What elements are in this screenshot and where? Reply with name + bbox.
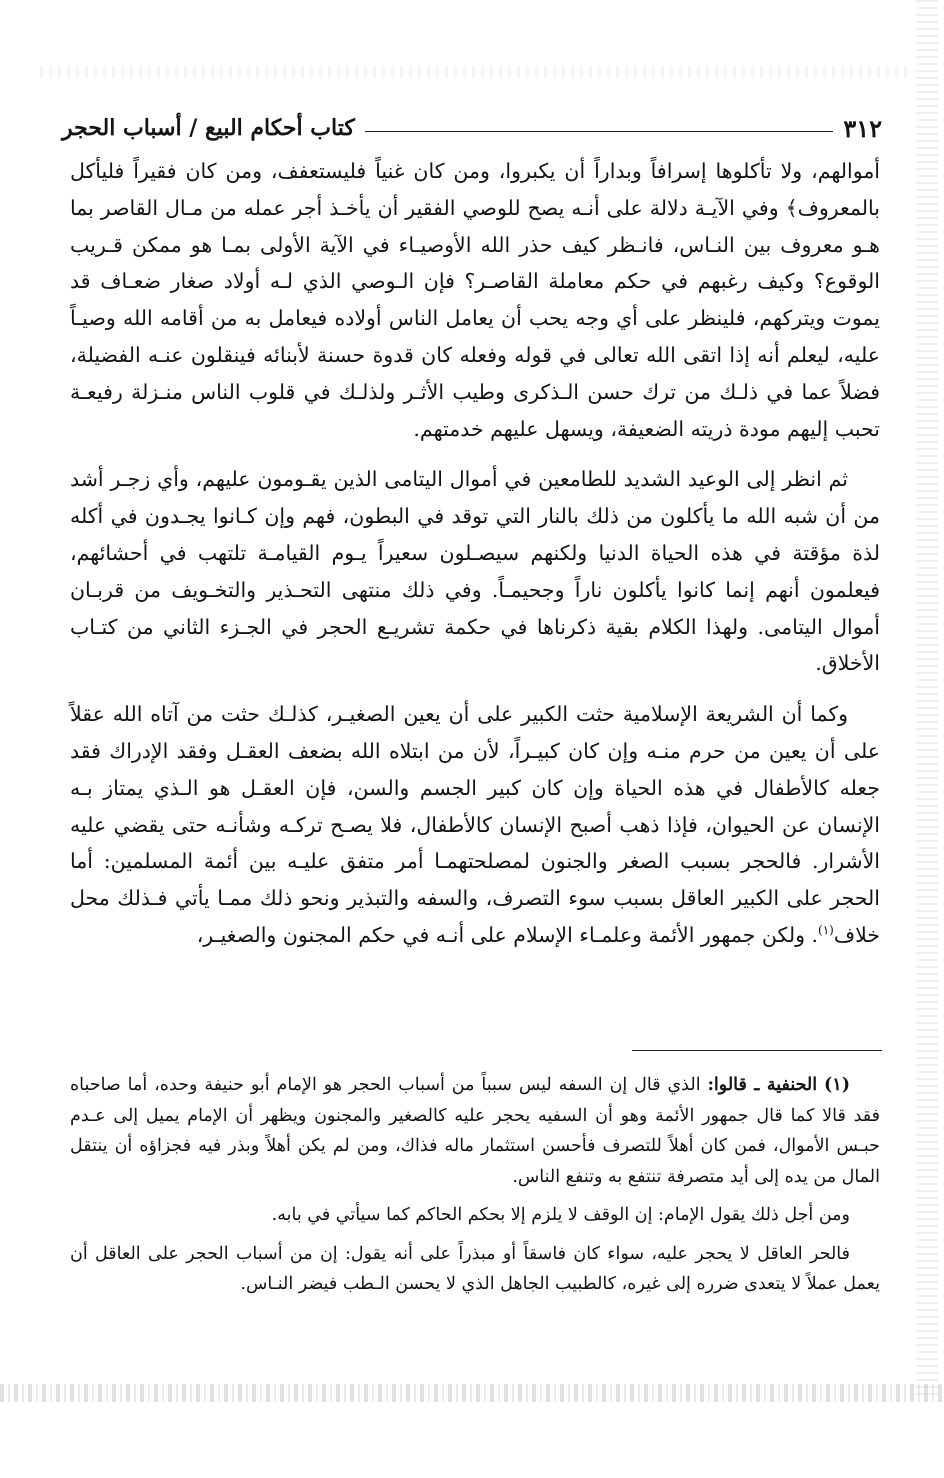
footnote-2: ومن أجل ذلك يقول الإمام: إن الوقف لا يلزم إلا بحكم الحاكم كما سيأتي في بابه. xyxy=(271,1205,850,1225)
running-title: كتاب أحكام البيع / أسباب الحجر xyxy=(62,115,355,141)
paragraph-3-text: وكما أن الشريعة الإسلامية حثت الكبير على أن يعين الصغيـر، كذلـك حثت من آتاه الله عقلاً على أن يعين من حرم منـه وإن كان كبيـراً، لأن من ابتلاه الله بضعف العقـل وفقد الإدراك فقد جعله كالأطفال في هذه الحياة وإن كان كبير الجسم والسن، فإن العقـل هو الـذي يمتاز بـه الإنسان عن الحيوان، فإذا ذهب أصبح الإنسان كالأطفال، فلا يصـح تركـه وشأنـه حتى يقضي عليه الأشرار. فالحجر بسبب الصغر والجنون لمصلحتهمـا أمر متفق عليـه بين أئمة المسلمين: أما الحجر على الكبير العاقل بسبب سوء التصرف، والسفه والتبذير ونحو ذلك ممـا يأتي فـذلك محل خلاف xyxy=(70,702,880,947)
paragraph-1: أموالهم، ولا تأكلوها إسرافاً وبداراً أن يكبروا، ومن كان غنياً فليستعفف، ومن كان فقيراً فليأكل بالمعروف﴾ وفي الآيـة دلالة على أنـه يصح للوصي الفقير أن يأخـذ أجر عمله من مـال القاصر بما هـو معروف بين النـاس، فانـظر كيف حذر الله الأوصيـاء في الآية الأولى بمـا هو ممكن قـريب الوقوع؟ وكيف رغبهم في حكم معاملة القاصـر؟ فإن الـوصي الذي لـه أولاد صغار ضعـاف قد يموت ويتركهم، فلينظر على أي وجه يحب أن يعامل الناس أولاده فيعامل به من أقامه الله وصيـاً عليه، ليعلم أنه إذا اتقى الله تعالى في قوله وفعله كان قدوة حسنة لأبنائه فينقلون عنـه الفضيلة، فضلاً عما في ذلـك من ترك حسن الـذكرى وطيب الأثـر ولذلـك في قلوب الناس منـزلة رفيعـة تحبب إليهم مودة ذريته الضعيفة، ويسهل عليهم خدمتهم. xyxy=(70,159,880,441)
header-rule xyxy=(365,131,834,132)
footnote-3: فالحر العاقل لا يحجر عليه، سواء كان فاسقاً أو مبذراً على أنه يقول: إن من أسباب الحجر على العاقل أن يعمل عملاً لا يتعدى ضرره إلى غيره، كالطبيب الجاهل الذي لا يحسن الـطب فيضر النـاس. xyxy=(70,1243,880,1294)
footnotes xyxy=(70,1070,880,1308)
footnote-1-text: الذي قال إن السفه ليس سبباً من أسباب الحجر هو الإمام أبو حنيفة وحده، أما صاحباه فقد قالا كما قال جمهور الأئمة وهو أن السفيه يحجر عليه كالصغير والمجنون ويظهر أن الإمام يميل إلى عـدم حبـس الأموال، فمن كان أهلاً للتصرف فأحسن استثمار ماله فذاك، ومن لم يكن أهلاً وبذر فيه فجزاؤه أن ينتقل المال من يده إلى أيد متصرفة تنتفع به وتنفع الناس. xyxy=(70,1075,880,1187)
scan-noise-bottom xyxy=(0,1384,944,1402)
main-text xyxy=(70,153,880,968)
scan-noise-right xyxy=(916,0,938,1400)
paragraph-3 xyxy=(70,696,880,954)
page-number: ٣١٢ xyxy=(843,113,882,143)
paragraph-3-tail: . ولكن جمهور الأئمة وعلمـاء الإسلام على أنـه في حكم المجنون والصغيـر، xyxy=(196,922,819,947)
scan-noise-top xyxy=(40,66,914,78)
footnote-separator xyxy=(632,1050,882,1051)
page-header xyxy=(62,108,882,148)
footnote-1 xyxy=(70,1070,880,1192)
footnote-reference: (١) xyxy=(818,923,834,938)
footnote-term: الحنفية ـ قالوا: xyxy=(707,1075,818,1095)
paragraph-2: ثم انظر إلى الوعيد الشديد للطامعين في أموال اليتامى الذين يقـومون عليهم، وأي زجـر أشد من أن شبه الله ما يأكلون من ذلك بالنار التي توقد في البطون، فهم وإن كـانوا يجـدون في أكله لذة مؤقتة في هذه الحياة الدنيا ولكنهم سيصـلون سعيراً يـوم القيامـة تلتهب في أحشائهم، فيعلمون أنهم إنما كانوا يأكلون ناراً وجحيمـاً. وفي ذلك منتهى التحـذير والتخـويف من قربـان أموال اليتامى. ولهذا الكلام بقية ذكرناها في حكمة تشريـع الحجر في الجـزء الثاني من كتـاب الأخلاق. xyxy=(70,467,880,676)
footnote-marker: (١) xyxy=(824,1075,850,1095)
